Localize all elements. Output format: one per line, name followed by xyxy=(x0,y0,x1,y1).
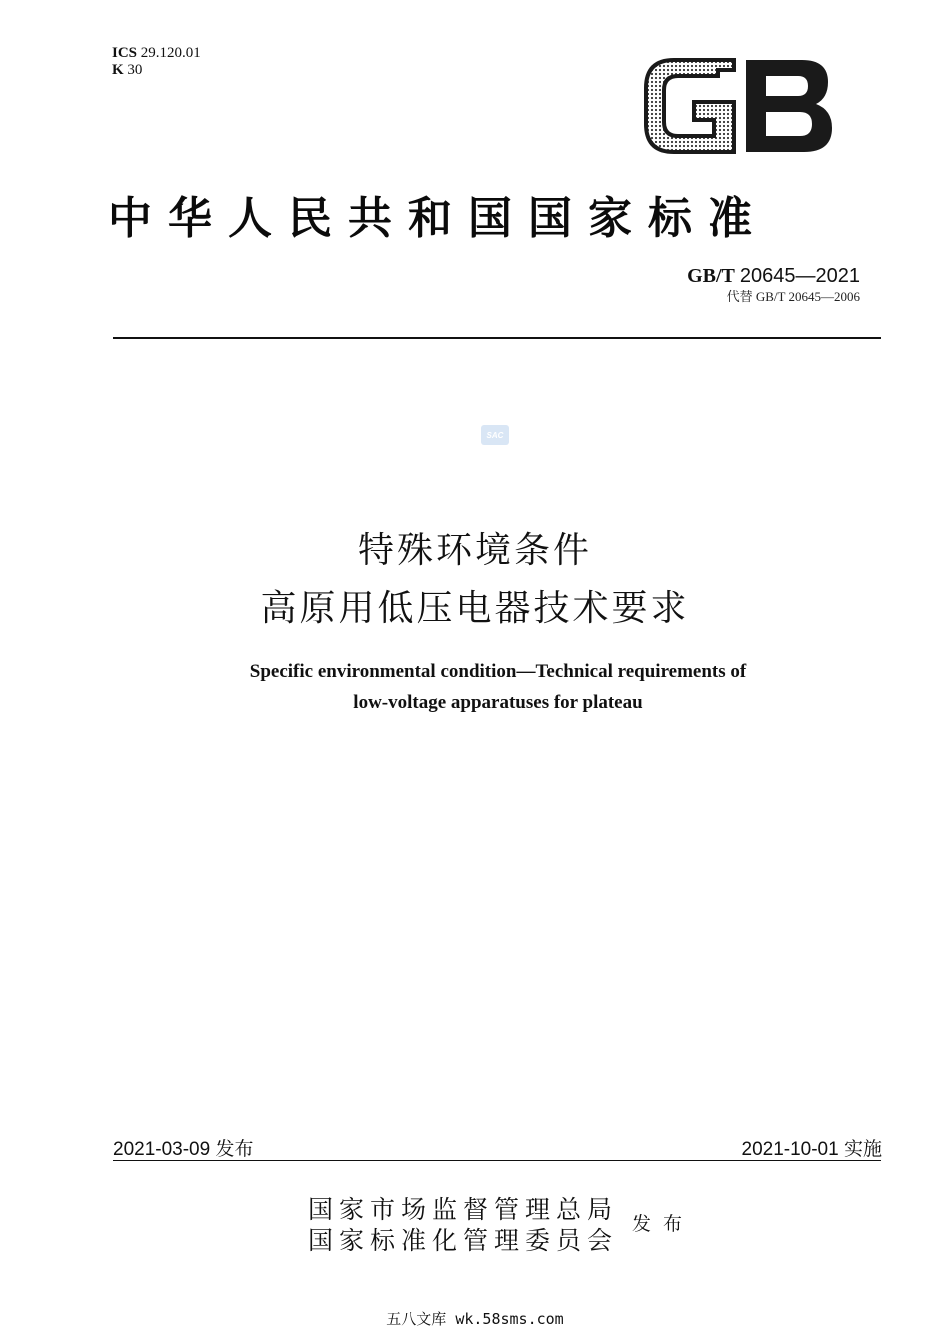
standard-number: 20645—2021 xyxy=(739,265,860,287)
national-standard-title: 中华人民共和国国家标准 xyxy=(108,193,768,244)
issue-date xyxy=(113,1134,254,1161)
ics-code: 29.120.01 xyxy=(140,45,201,61)
title-en-line-2: low-voltage apparatuses for plateau xyxy=(353,692,643,713)
impl-date-value: 2021-10-01 xyxy=(741,1139,839,1160)
gb-logo xyxy=(642,56,834,156)
sac-mark-text: SAC xyxy=(486,431,504,440)
bottom-divider xyxy=(113,1160,881,1161)
ics-label: ICS xyxy=(112,45,138,61)
ccs-code: 30 xyxy=(127,62,143,78)
impl-date-label: 实施 xyxy=(843,1138,882,1160)
title-en-line-1: Specific environmental condition—Technical requirements of xyxy=(249,661,747,682)
implementation-date xyxy=(742,1134,883,1161)
replaces-note: 代替 GB/T 20645—2006 xyxy=(726,289,860,304)
standard-prefix: GB/T xyxy=(687,265,735,287)
top-divider xyxy=(113,337,881,339)
issuer-sac: 国家标准化管理委员会 xyxy=(308,1226,619,1255)
title-cn-line-1: 特殊环境条件 xyxy=(357,530,592,571)
issue-word: 发布 xyxy=(632,1213,695,1235)
classification-codes xyxy=(112,45,201,79)
logo-text: GB xyxy=(738,115,741,117)
ccs-label: K xyxy=(112,62,124,78)
issue-date-label: 发布 xyxy=(215,1138,254,1160)
sac-watermark xyxy=(480,424,510,446)
issue-date-value: 2021-03-09 xyxy=(113,1139,211,1160)
issuer-samr: 国家市场监督管理总局 xyxy=(308,1195,619,1224)
footer-watermark: 五八文库 wk.58sms.com xyxy=(386,1310,564,1328)
title-cn-line-2: 高原用低压电器技术要求 xyxy=(260,588,690,629)
standard-number-block xyxy=(687,264,860,305)
